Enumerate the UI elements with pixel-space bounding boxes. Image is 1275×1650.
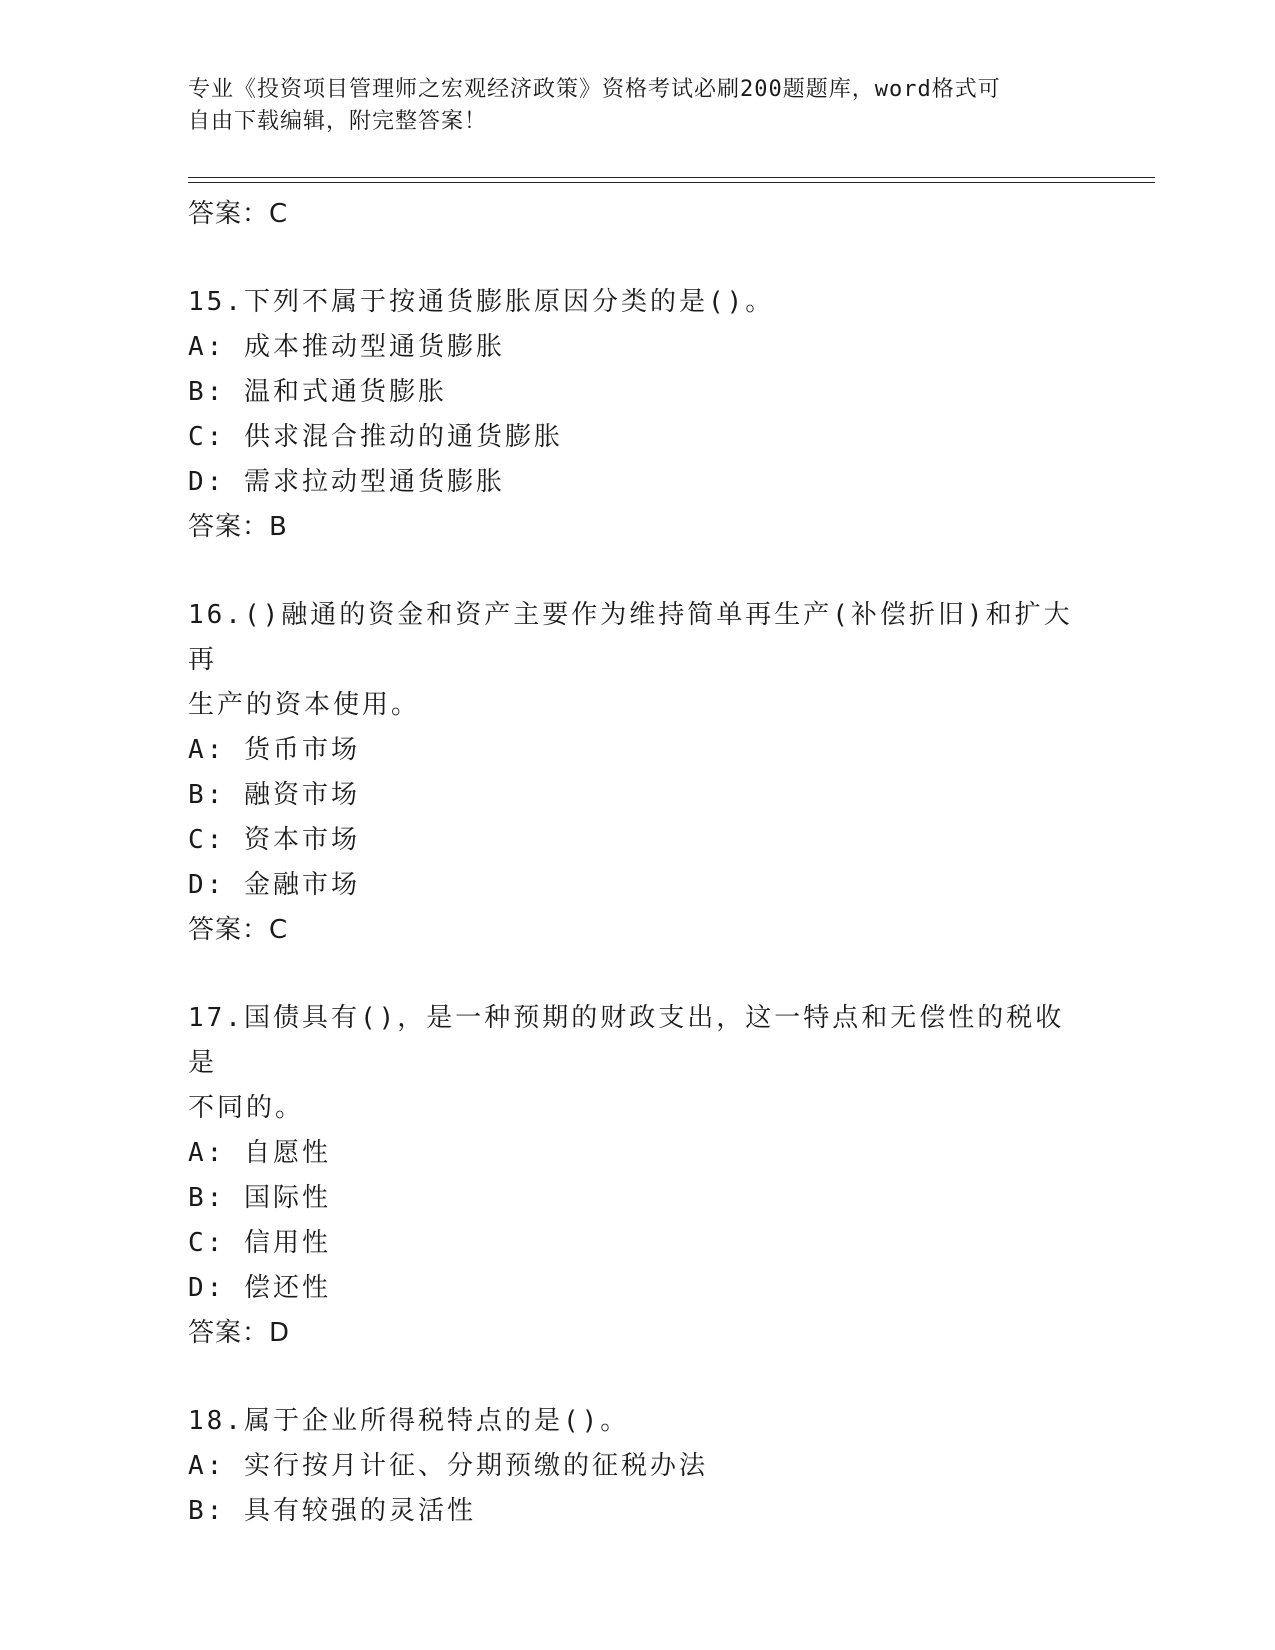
option-d: D: 偿还性: [188, 1273, 331, 1303]
document-header: [188, 74, 1068, 138]
question-list: [188, 192, 1088, 1534]
option-d: D: 需求拉动型通货膨胀: [188, 467, 505, 497]
previous-answer: 答案：C: [188, 199, 289, 229]
answer: 答案：C: [188, 915, 289, 945]
option-b: B: 具有较强的灵活性: [188, 1496, 476, 1526]
option-c: C: 资本市场: [188, 825, 360, 855]
question-text-line-1: 16.()融通的资金和资产主要作为维持简单再生产(补偿折旧)和扩大再: [188, 600, 1073, 675]
answer: 答案：D: [188, 1318, 291, 1348]
option-a: A: 实行按月计征、分期预缴的征税办法: [188, 1451, 708, 1481]
header-divider-bottom: [188, 182, 1155, 183]
option-d: D: 金融市场: [188, 870, 360, 900]
question-16: [188, 593, 1088, 948]
option-a: A: 货币市场: [188, 735, 360, 765]
option-c: C: 信用性: [188, 1228, 331, 1258]
question-text-line-1: 17.国债具有()，是一种预期的财政支出，这一特点和无偿性的税收是: [188, 1003, 1065, 1078]
option-b: B: 温和式通货膨胀: [188, 377, 447, 407]
option-a: A: 成本推动型通货膨胀: [188, 332, 505, 362]
question-text: 15.下列不属于按通货膨胀原因分类的是()。: [188, 287, 775, 317]
question-18: [188, 1399, 1088, 1534]
question-text: 18.属于企业所得税特点的是()。: [188, 1406, 630, 1436]
question-text-line-2: 生产的资本使用。: [188, 690, 421, 720]
option-b: B: 融资市场: [188, 780, 360, 810]
header-divider-top: [188, 177, 1155, 178]
header-line-1: 专业《投资项目管理师之宏观经济政策》资格考试必刷200题题库，word格式可: [188, 77, 1001, 102]
header-line-2: 自由下载编辑，附完整答案！: [188, 109, 488, 134]
option-a: A: 自愿性: [188, 1138, 331, 1168]
option-b: B: 国际性: [188, 1183, 331, 1213]
question-15: [188, 280, 1088, 545]
answer: 答案：B: [188, 512, 288, 542]
option-c: C: 供求混合推动的通货膨胀: [188, 422, 563, 452]
question-text-line-2: 不同的。: [188, 1093, 305, 1123]
question-17: [188, 996, 1088, 1351]
